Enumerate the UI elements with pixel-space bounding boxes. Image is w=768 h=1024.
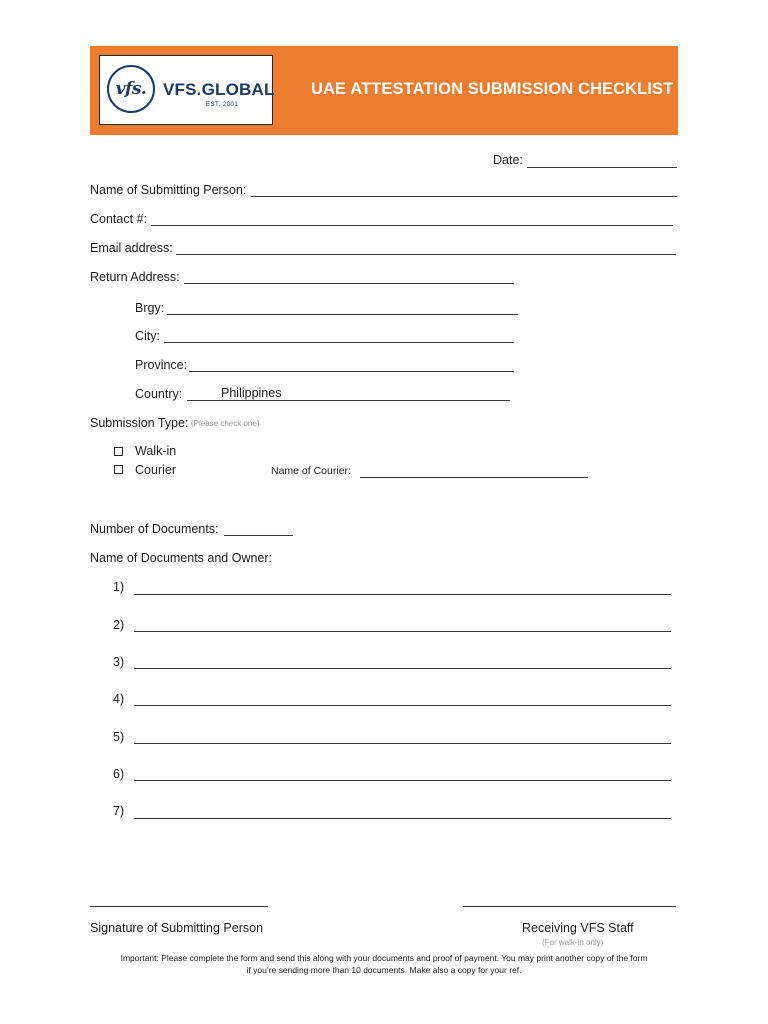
vfs-logo	[99, 55, 273, 125]
important-note-line-2: if you’re sending more than 10 documents. Make also a copy for your ref.	[246, 965, 522, 975]
courier-checkbox[interactable]	[114, 465, 123, 474]
doc-item-6-number: 6)	[113, 767, 125, 781]
contact-label: Contact #:	[90, 212, 147, 226]
doc-item-4-field[interactable]	[134, 705, 671, 706]
email-field[interactable]	[176, 254, 676, 255]
submitter-signature-label: Signature of Submitting Person	[90, 921, 264, 935]
province-field[interactable]	[189, 371, 514, 372]
vfs-logo-established: EST. 2001	[206, 102, 239, 108]
contact-field[interactable]	[151, 225, 673, 226]
submitting-person-label: Name of Submitting Person:	[90, 183, 247, 197]
doc-item-1-field[interactable]	[134, 594, 671, 595]
staff-signature-line[interactable]	[463, 906, 676, 907]
doc-item-3-number: 3)	[113, 655, 125, 669]
return-address-label: Return Address:	[90, 270, 180, 284]
walkin-label: Walk-in	[135, 444, 177, 458]
vfs-logo-brand: VFS.GLOBAL	[163, 80, 275, 99]
vfs-logo-emblem: vfs.	[107, 65, 155, 113]
staff-signature-label: Receiving VFS Staff	[522, 921, 634, 935]
doc-item-5-number: 5)	[113, 730, 125, 744]
courier-name-field[interactable]	[360, 477, 588, 478]
courier-name-label: Name of Courier:	[271, 465, 351, 477]
important-note-line-1: Important: Please complete the form and send this along with your documents and proof of payment. You may print another copy of the form	[120, 953, 648, 963]
doc-item-6-field[interactable]	[134, 780, 671, 781]
submitter-signature-line[interactable]	[90, 906, 268, 907]
doc-item-2-field[interactable]	[134, 631, 671, 632]
city-label: City:	[135, 329, 160, 343]
email-label: Email address:	[90, 241, 173, 255]
doc-item-1-number: 1)	[113, 580, 125, 594]
doc-item-3-field[interactable]	[134, 668, 671, 669]
date-label: Date:	[493, 153, 523, 167]
submission-type-hint: (Please check one)	[191, 419, 260, 428]
doc-item-4-number: 4)	[113, 692, 125, 706]
submission-type-label: Submission Type:	[90, 416, 189, 430]
docs-owner-label: Name of Documents and Owner:	[90, 551, 273, 565]
courier-label: Courier	[135, 463, 176, 477]
country-label: Country:	[135, 387, 183, 401]
num-docs-label: Number of Documents:	[90, 522, 219, 536]
country-value: Philippines	[221, 386, 282, 400]
num-docs-field[interactable]	[224, 535, 293, 536]
doc-item-2-number: 2)	[113, 618, 125, 632]
brgy-label: Brgy:	[135, 301, 165, 315]
doc-item-7-number: 7)	[113, 804, 125, 818]
return-address-field[interactable]	[184, 283, 514, 284]
doc-item-7-field[interactable]	[134, 818, 671, 819]
date-field[interactable]	[527, 167, 677, 168]
header-banner	[90, 46, 678, 135]
city-field[interactable]	[164, 342, 514, 343]
province-label: Province:	[135, 358, 188, 372]
country-field[interactable]	[187, 400, 510, 401]
staff-signature-hint: (For walk-in only)	[542, 938, 604, 947]
submitting-person-field[interactable]	[251, 196, 677, 197]
page-title: UAE ATTESTATION SUBMISSION CHECKLIST	[311, 80, 674, 98]
brgy-field[interactable]	[167, 314, 518, 315]
doc-item-5-field[interactable]	[134, 743, 671, 744]
walkin-checkbox[interactable]	[114, 447, 123, 456]
